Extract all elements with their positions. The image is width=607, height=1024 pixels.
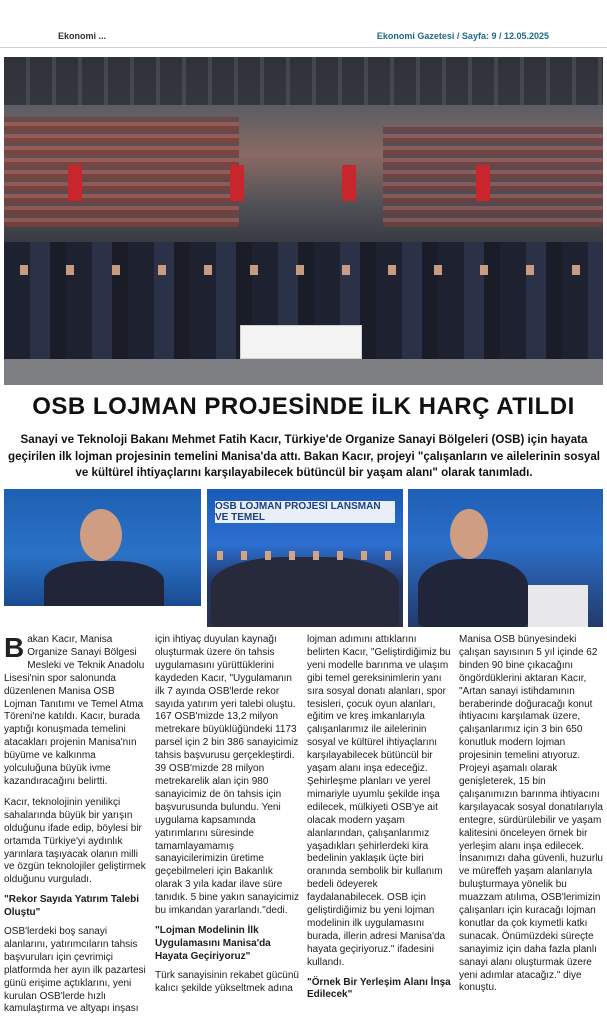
guest-faces	[4, 265, 603, 275]
turkish-flag-icon	[342, 165, 356, 201]
turkish-flag-icon	[476, 165, 490, 201]
publication-info: Ekonomi Gazetesi / Sayfa: 9 / 12.05.2025	[376, 31, 549, 41]
podium	[528, 585, 588, 627]
col2-paragraph-2: Türk sanayisinin rekabet gücünü kalıcı şekilde yükseltmek adına	[155, 969, 299, 994]
article-column-2	[155, 634, 300, 995]
speaker-head	[450, 509, 488, 559]
turkish-flag-icon	[68, 165, 82, 201]
col1-paragraph-2: Kacır, teknolojinin yenilikçi sahalarında büyük bir yarışın olduğunu ifade edip, böylesi bir ortamda Türkiye'yi aydınlık yarınlara taşıyacak olanın milli ve özgün teknolojiler geliştirmek olduğunu vurguladı.	[4, 796, 146, 886]
launch-stage-photo	[207, 489, 403, 627]
page-header	[0, 0, 607, 50]
col1-paragraph-1: akan Kacır, Manisa Organize Sanayi Bölgesi Mesleki ve Teknik Anadolu Lisesi'nin spor salonunda düzenlenen Manisa OSB Lojman Tanıtımı ve Temel Atma Töreni'ne katıldı. Kacır, burada yaptığı konuşmada temelini atacakları projenin Manisa'nın büyüme ve kalkınma yolculuğuna büyük ivme kazandıracağını belirtti.	[4, 634, 145, 787]
dropcap: B	[4, 632, 25, 663]
col3-paragraph-1: lojman adımını attıklarını belirten Kacır, "Geliştirdiğimiz bu yeni modelle barınma ve ulaşım gibi temel gereksinimlerin yanı sıra sosyal donatı alanları, spor tesisleri, çocuk oyun alanları, eğitim ve kreş imkanlarıyla çalışanlarımız ile ailelerinin sosyal ve kültürel ihtiyaçlarını karşılayabilecek bütüncül bir yaşam alanı inşa edeceğiz. Şehirleşme planları ve yerel mimariyle uyumlu şekilde inşa edilecek, mülkiyeti OSB'ye ait olacak modern yaşam alanlarından, çalışanlarımız yaşadıkları şehirlerdeki kira bedelinin yaklaşık üçte biri oranında sembolik bir kullanım bedeli ödeyerek faydalanabilecek. OSB için geliştirdiğimiz bu yeni lojman modelinin ilk uygulamasını burada, illerin adresi Manisa'da hayata geçiriyoruz." ifadesini kullandı.	[307, 634, 451, 968]
article-lede: Sanayi ve Teknoloji Bakanı Mehmet Fatih Kacır, Türkiye'de Organize Sanayi Bölgeleri (OSB) için hayata geçirilen ilk lojman projesinin temelini Manisa'da attı. Bakan Kacır, projeyi "çalışanların ve ailelerinin sosyal ve kültürel ihtiyaçlarını karşılayabilecek bütüncül bir yaşam alanı" olarak tanımladı.	[7, 433, 601, 479]
hall-floor	[4, 359, 603, 385]
stage-group	[211, 557, 399, 627]
speaker-podium-photo	[408, 489, 603, 627]
turkish-flag-icon	[230, 165, 244, 201]
minister-figure	[44, 561, 164, 606]
article-column-1	[4, 634, 149, 1016]
header-divider	[0, 47, 607, 48]
subheading-model-settlement: "Örnek Bir Yerleşim Alanı İnşa Edilecek"	[307, 976, 451, 1001]
article-column-4	[459, 634, 604, 995]
col1-paragraph-3: OSB'lerdeki boş sanayi alanlarını, yatırımcıların tahsis başvuruları için çevrimiçi platformda her ayın ilk pazartesi günü erişime açtıklarını, yeni kurulan OSB'lerde hızlı kamulaştırma ve altyapı inşası	[4, 926, 146, 1015]
article-column-3	[307, 634, 452, 1008]
audience-stands-left	[4, 117, 239, 227]
subheading-record-investment: "Rekor Sayıda Yatırım Talebi Oluştu"	[4, 894, 139, 919]
arena-ceiling	[4, 57, 603, 105]
flower-table	[240, 325, 362, 359]
audience-stands-right	[383, 127, 603, 227]
col2-paragraph-1: için ihtiyaç duyulan kaynağı oluşturmak üzere ön tahsis uygulamasını yürüttüklerini kaydeden Kacır, "Uygulamanın ilk 7 ayında OSB'lerde rekor sayıda yatırım yeri talebi oluştu. 167 OSB'mizde 13,2 milyon metrekare büyüklüğündeki 1173 parsel için 2 bin 386 sanayicimiz tahsis başvurusu gerçekleştirdi. 39 OSB'mizde 28 milyon metrekarelik alan için 980 sanayicimiz de ön tahsis için başvurusunda bulundu. Yeni uygulama kapsamında yatırımlarını süresinde tamamlayamamış sanayicilerimizin üretime geçebilmeleri için Bakanlık olarak 3 yıla kadar ilave süre tanıdık. 5 bine yakın sanayicimiz bu imkandan yararlandı."dedi.	[155, 634, 299, 917]
minister-portrait-photo	[4, 489, 201, 606]
launch-banner: OSB LOJMAN PROJESİ LANSMAN VE TEMEL	[215, 501, 395, 523]
speaker-figure	[418, 559, 528, 627]
group-faces	[207, 551, 403, 560]
main-ceremony-photo	[4, 57, 603, 385]
minister-head	[80, 509, 122, 561]
subheading-housing-model: "Lojman Modelinin İlk Uygulamasını Manisa'da Hayata Geçiriyoruz"	[155, 924, 271, 962]
article-headline: OSB LOJMAN PROJESİNDE İLK HARÇ ATILDI	[32, 393, 575, 420]
col4-paragraph-1: Manisa OSB bünyesindeki çalışan sayısının 5 yıl içinde 62 binden 90 bine çıkacağını öngördüklerini aktaran Kacır, "Artan sanayi istihdamının beraberinde doğuracağı konut ihtiyacını karşılamak üzere, çalışanlarımız için 3 bin 650 konutluk modern lojman projesinin temelini atıyoruz. Projeyi aşamalı olarak genişleterek, 15 bin çalışanımızın barınma ihtiyacını karşılayacak sosyal donatılarıyla entegre, sürdürülebilir ve yaşam kalitesini önceleyen örnek bir yerleşim alanı inşa edilecek. İnsanımızı daha güvenli, huzurlu ve müreffeh yaşam alanlarıyla buluşturmaya yönelik bu muazzam atılıma, OSB'lerimizin çalışanları için kuracağı lojman konutlar da çok kıymetli katkı sunacak. Önümüzdeki süreçte sanayimiz için daha fazla planlı sanayi alanı oluşturmak üzere yeni adımlar atacağız." diye konuştu.	[459, 634, 603, 994]
section-label: Ekonomi ...	[58, 31, 107, 41]
